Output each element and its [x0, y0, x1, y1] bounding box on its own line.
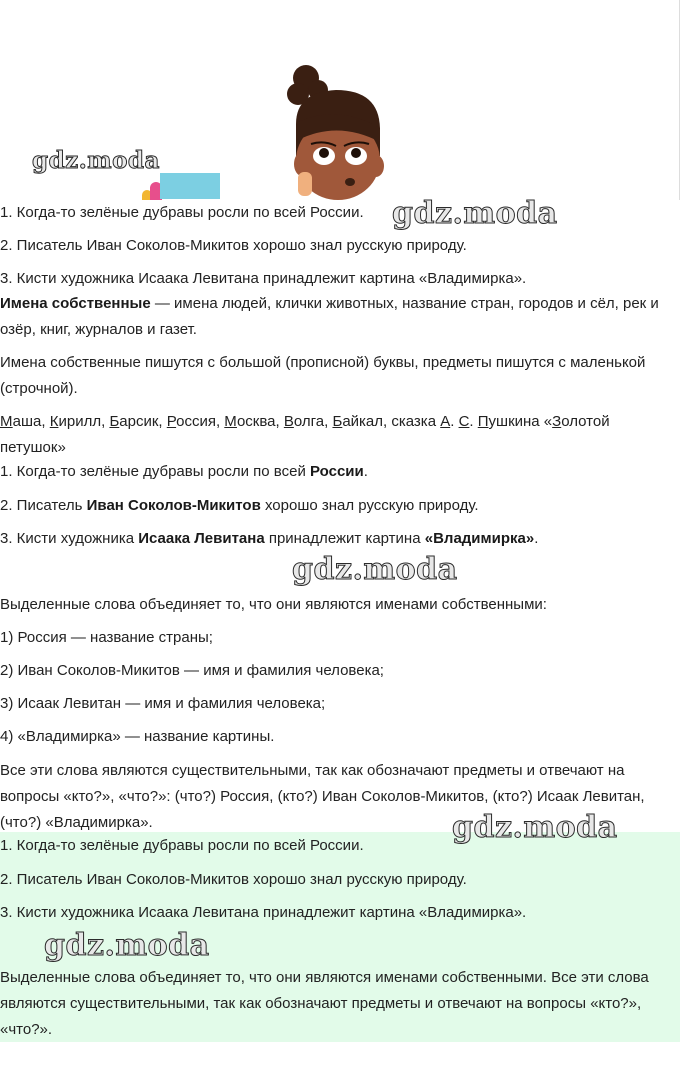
examples-list: [0, 409, 676, 461]
list-item: 1) Россия — название страны;: [0, 629, 213, 646]
text: .: [534, 530, 539, 547]
conclusion-text: Выделенные слова объединяет то, что они являются именами собственными. Все эти слова являются существительными, так как обозначают предметы и отвечают на вопросы «кто?», «что?».: [0, 969, 649, 1038]
watermark: gdz.moda: [452, 810, 618, 845]
sentence-1-bold: [0, 462, 368, 482]
list-item: 4) «Владимирка» — название картины.: [0, 728, 275, 745]
text: принадлежит картина: [264, 530, 425, 547]
rule-term: Имена собственные: [0, 295, 151, 312]
example-text: осква,: [236, 413, 284, 430]
capital-letter: Р: [166, 413, 177, 430]
capital-letter: Б: [332, 413, 343, 430]
capital-letter: К: [49, 413, 59, 430]
rule-capitalization: Имена собственные пишутся с большой (прописной) буквы, предметы пишутся с маленькой (строчной).: [0, 354, 646, 397]
highlight: России: [310, 463, 364, 480]
rule-proper-names: [0, 291, 676, 343]
text: 3. Кисти художника: [0, 530, 139, 547]
example-text: аша,: [12, 413, 50, 430]
highlight: «Владимирка»: [424, 530, 535, 547]
example-text: олга,: [293, 413, 333, 430]
sentence-3: 3. Кисти художника Исаака Левитана принадлежит картина «Владимирка».: [0, 904, 527, 921]
sentence-1: 1. Когда-то зелёные дубравы росли по всей России.: [0, 204, 364, 221]
example-text: ушкина «: [488, 413, 553, 430]
conclusion-text: Все эти слова являются существительными, так как обозначают предметы и отвечают на вопросы «кто?», «что?»: (что?) Россия, (кто?) Иван Соколов-Микитов, (кто?) Исаак Левитан, (что?) «Владимирка».: [0, 762, 645, 831]
example-text: .: [469, 413, 478, 430]
rule-text: — имена людей, клички животных, название стран, городов и сёл, рек и озёр, книг, журналов и газет.: [0, 295, 659, 338]
text: хорошо знал русскую природу.: [260, 497, 479, 514]
watermark: gdz.moda: [392, 196, 558, 231]
example-text: айкал, сказка: [342, 413, 441, 430]
example-text: ирилл,: [58, 413, 110, 430]
example-text: .: [450, 413, 459, 430]
capital-letter: З: [552, 413, 562, 430]
gdz-logo[interactable]: gdz.moda: [32, 147, 160, 174]
capital-letter: Б: [109, 413, 120, 430]
text: .: [363, 463, 368, 480]
example-text: оссия,: [176, 413, 225, 430]
sentence-2: 2. Писатель Иван Соколов-Микитов хорошо знал русскую природу.: [0, 871, 467, 888]
capital-letter: А: [440, 413, 451, 430]
highlight: Иван Соколов-Микитов: [86, 497, 261, 514]
capital-letter: М: [0, 413, 13, 430]
example-text: арсик,: [119, 413, 167, 430]
sentence-3: 3. Кисти художника Исаака Левитана принадлежит картина «Владимирка».: [0, 270, 527, 287]
text: 2. Писатель: [0, 497, 87, 514]
watermark: gdz.moda: [292, 552, 458, 587]
watermark: gdz.moda: [44, 928, 210, 963]
capital-letter: С: [458, 413, 470, 430]
capital-letter: В: [283, 413, 294, 430]
capital-letter: М: [224, 413, 237, 430]
logo-decor-bar: [160, 173, 220, 199]
sentence-1: 1. Когда-то зелёные дубравы росли по всей России.: [0, 837, 364, 854]
sentence-2: 2. Писатель Иван Соколов-Микитов хорошо знал русскую природу.: [0, 237, 467, 254]
text: 1. Когда-то зелёные дубравы росли по всей: [0, 463, 310, 480]
sentence-2-bold: [0, 496, 479, 516]
capital-letter: П: [477, 413, 489, 430]
list-item: 3) Исаак Левитан — имя и фамилия человека;: [0, 695, 326, 712]
sentence-3-bold: [0, 529, 538, 549]
highlight: Исаака Левитана: [138, 530, 265, 547]
mascot-girl-illustration: [268, 64, 402, 200]
intro-text: Выделенные слова объединяет то, что они являются именами собственными:: [0, 596, 547, 613]
example-text: олотой петушок»: [0, 413, 610, 456]
list-item: 2) Иван Соколов-Микитов — имя и фамилия человека;: [0, 662, 384, 679]
